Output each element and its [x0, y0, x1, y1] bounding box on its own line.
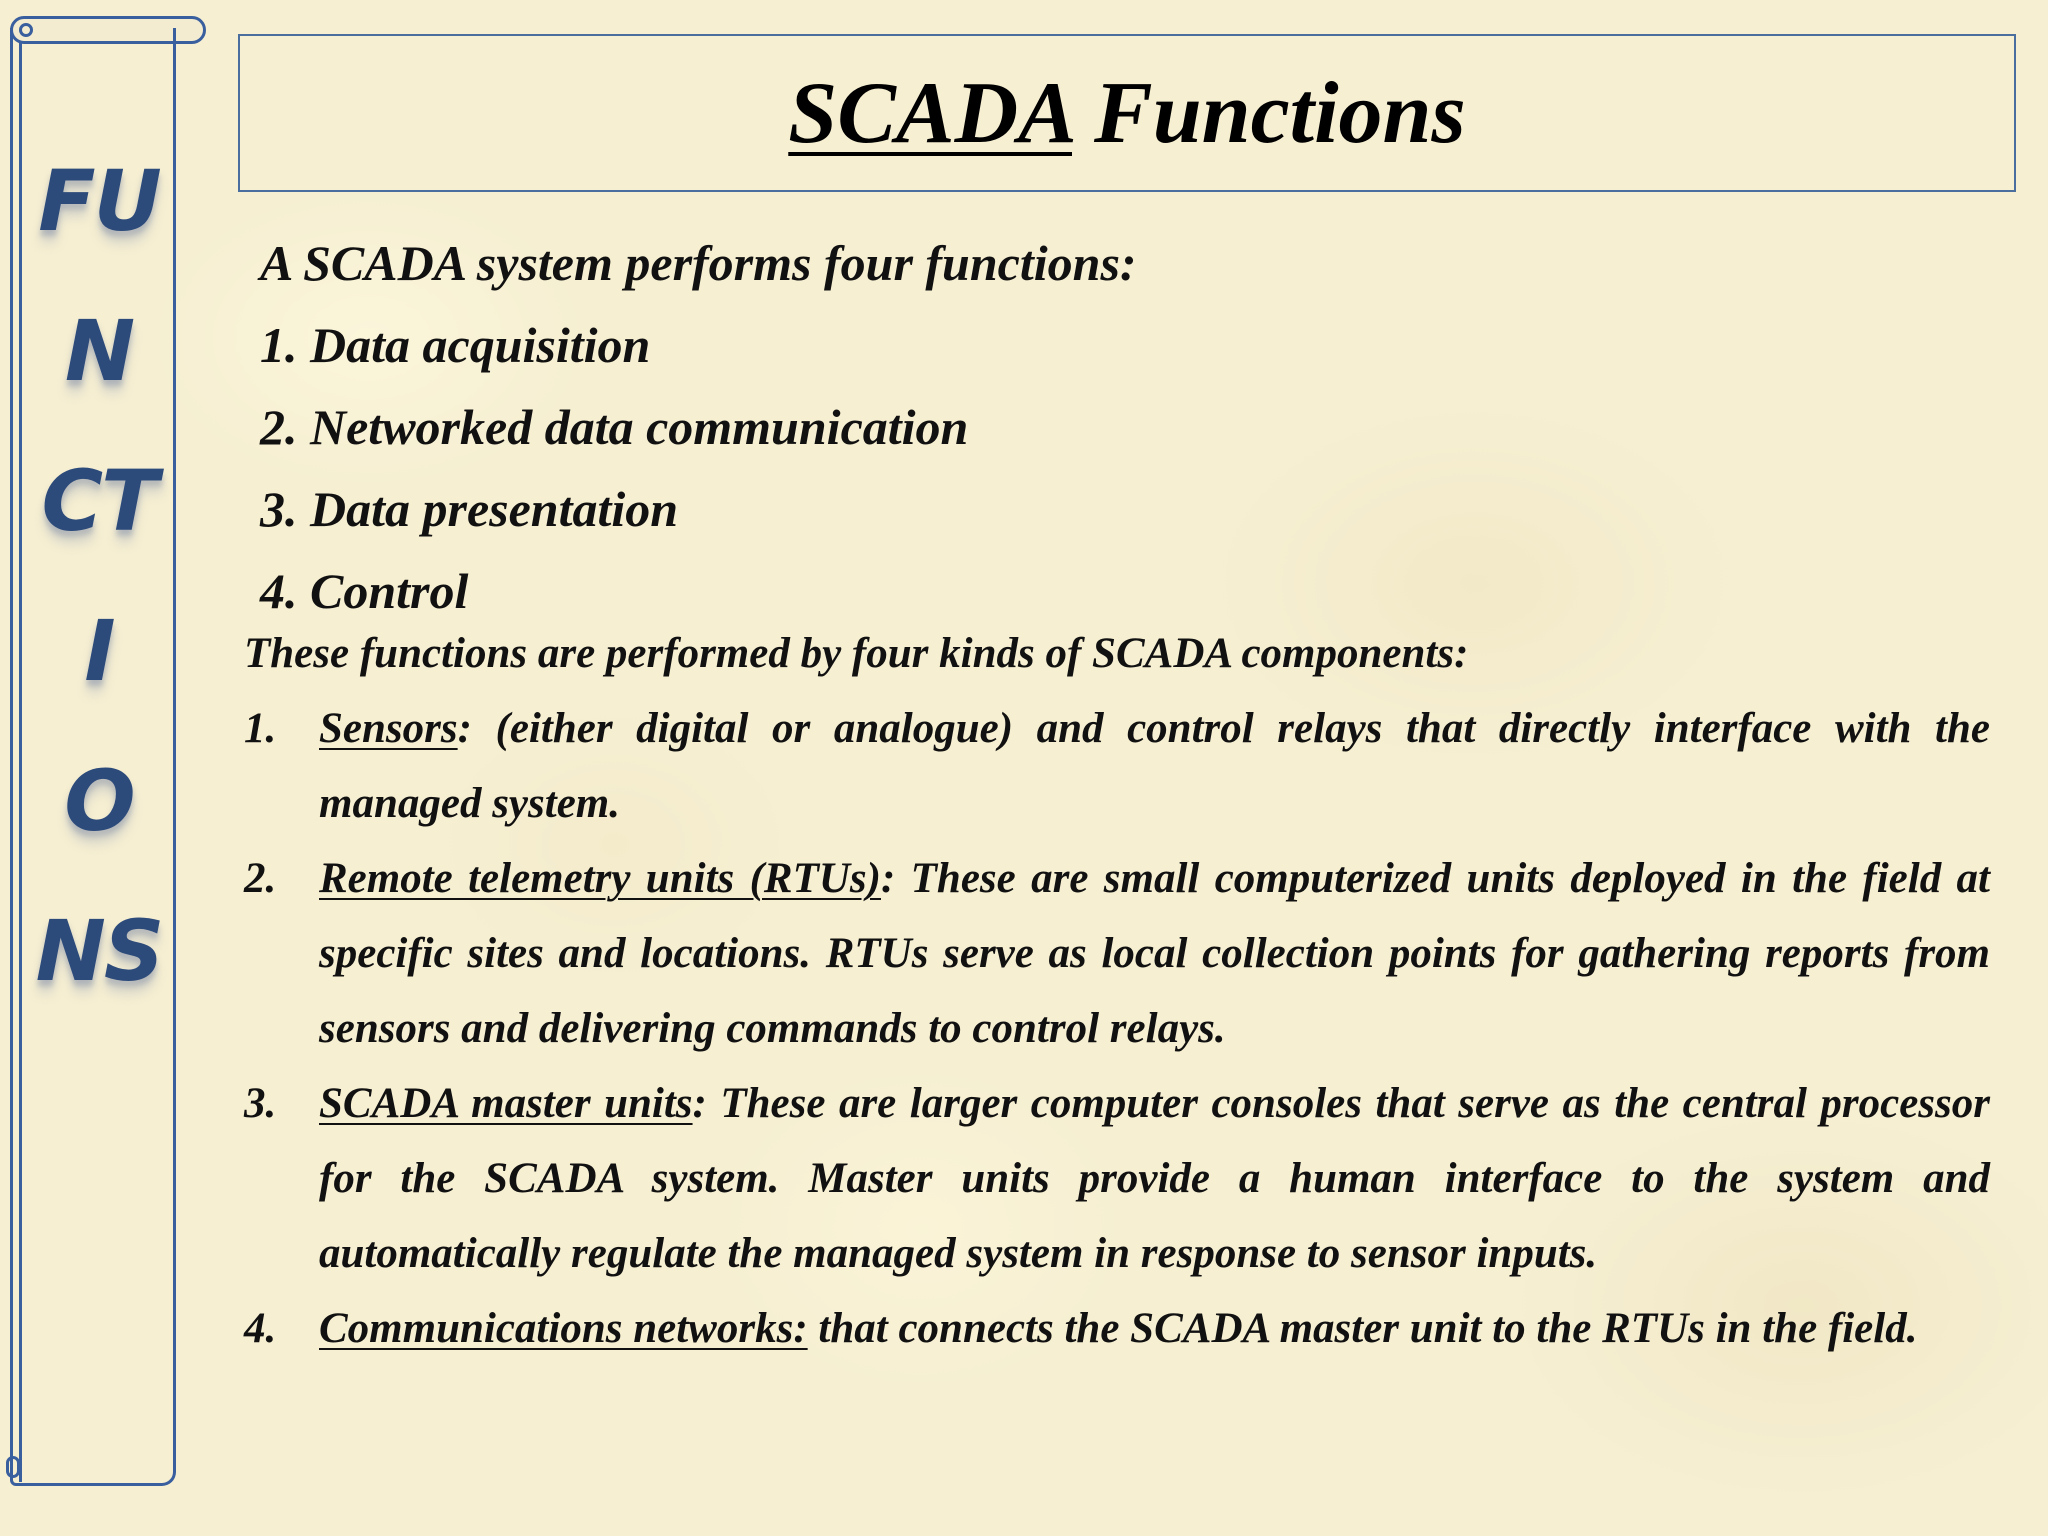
component-item — [244, 691, 1990, 841]
function-item: 3. Data presentation — [260, 481, 679, 537]
component-term: Communications networks: — [319, 1305, 808, 1352]
component-number: 4. — [244, 1305, 277, 1352]
scroll-bottom-hook — [6, 1456, 20, 1478]
function-item: 1. Data acquisition — [260, 317, 651, 373]
component-number: 3. — [244, 1080, 277, 1127]
vertical-syllable: CT — [41, 452, 157, 550]
component-item — [244, 1291, 1990, 1366]
component-term: SCADA master units — [319, 1080, 693, 1127]
title-underlined-part: SCADA — [788, 64, 1072, 162]
component-description: : These are small computerized units deployed in the field at specific sites and locations. RTUs serve as local collection points for gathering reports from sensors and delivering commands to control relays. — [319, 855, 1990, 1052]
component-description: : These are larger computer consoles that serve as the central processor for the SCADA system. Master units provide a human interface to the system and automatically regulate the managed system in response to sensor inputs. — [319, 1080, 1990, 1277]
vertical-syllable: I — [84, 602, 114, 700]
vertical-syllable: N — [64, 302, 134, 400]
component-number: 2. — [244, 855, 277, 902]
component-description: that connects the SCADA master unit to the RTUs in the field. — [807, 1305, 1918, 1352]
side-scroll-banner — [10, 16, 176, 1486]
functions-lead: A SCADA system performs four functions: — [260, 235, 1137, 291]
component-description: : (either digital or analogue) and control relays that directly interface with the managed system. — [319, 705, 1990, 827]
components-heading: These functions are performed by four kinds of SCADA components: — [244, 630, 1469, 677]
vertical-syllable: O — [64, 752, 134, 850]
component-number: 1. — [244, 705, 277, 752]
function-item: 4. Control — [260, 563, 469, 619]
functions-list — [260, 222, 1960, 632]
page-title — [788, 63, 1465, 164]
components-list — [244, 691, 1990, 1366]
component-item — [244, 841, 1990, 1066]
scroll-inner-line — [19, 42, 22, 1482]
component-item — [244, 1066, 1990, 1291]
components-section — [244, 616, 1990, 1366]
title-box — [238, 34, 2016, 192]
vertical-word-functions — [24, 126, 174, 1026]
component-term: Sensors — [319, 705, 458, 752]
component-term: Remote telemetry units (RTUs) — [319, 855, 881, 902]
vertical-syllable: FU — [38, 152, 160, 250]
vertical-syllable: NS — [35, 902, 163, 1000]
title-rest: Functions — [1094, 64, 1466, 162]
function-item: 2. Networked data communication — [260, 399, 969, 455]
